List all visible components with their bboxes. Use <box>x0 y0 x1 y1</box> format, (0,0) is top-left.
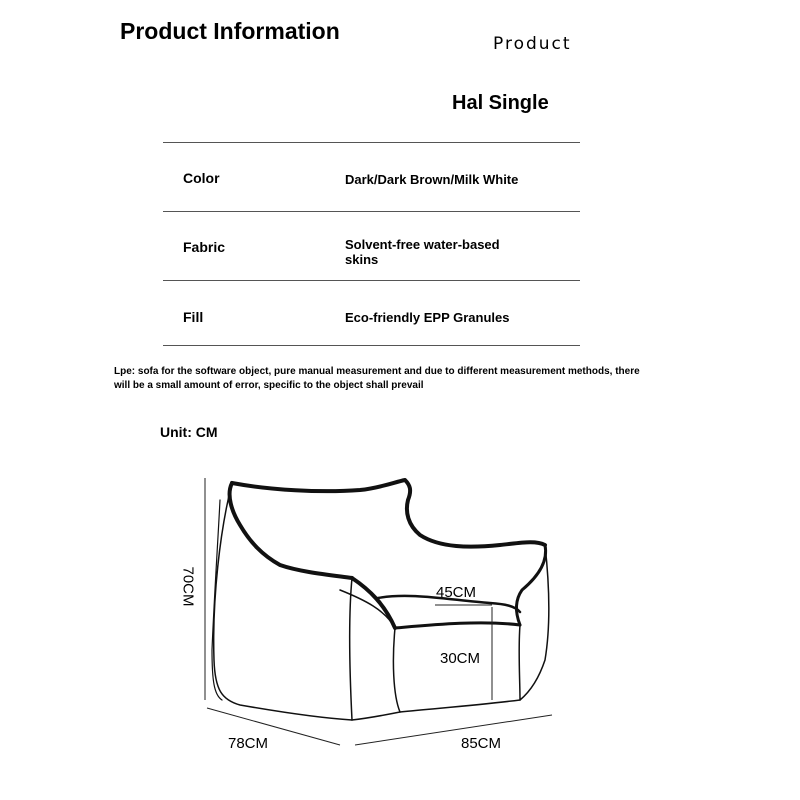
unit-label: Unit: CM <box>160 424 218 440</box>
product-tag: Product <box>493 34 572 54</box>
seat-height-label: 30CM <box>440 650 481 667</box>
spec-label-color: Color <box>183 170 220 186</box>
depth-dimension-label: 78CM <box>228 735 269 752</box>
spec-value-fill: Eco-friendly EPP Granules <box>345 310 510 325</box>
measurement-note: Lpe: sofa for the software object, pure manual measurement and due to different measurement methods, there will be a small amount of error, specific to the object shall prevail <box>114 366 640 391</box>
height-dimension-label: 70CM <box>179 566 197 607</box>
seat-depth-label: 45CM <box>436 584 477 601</box>
width-dimension-label: 85CM <box>461 735 502 752</box>
spec-label-fabric: Fabric <box>183 239 226 255</box>
product-name: Hal Single <box>452 92 549 114</box>
spec-value-color: Dark/Dark Brown/Milk White <box>345 172 519 187</box>
spec-value-fabric: Solvent-free water-based skins <box>345 237 500 267</box>
spec-label-fill: Fill <box>183 309 204 325</box>
page-title: Product Information <box>120 18 340 44</box>
